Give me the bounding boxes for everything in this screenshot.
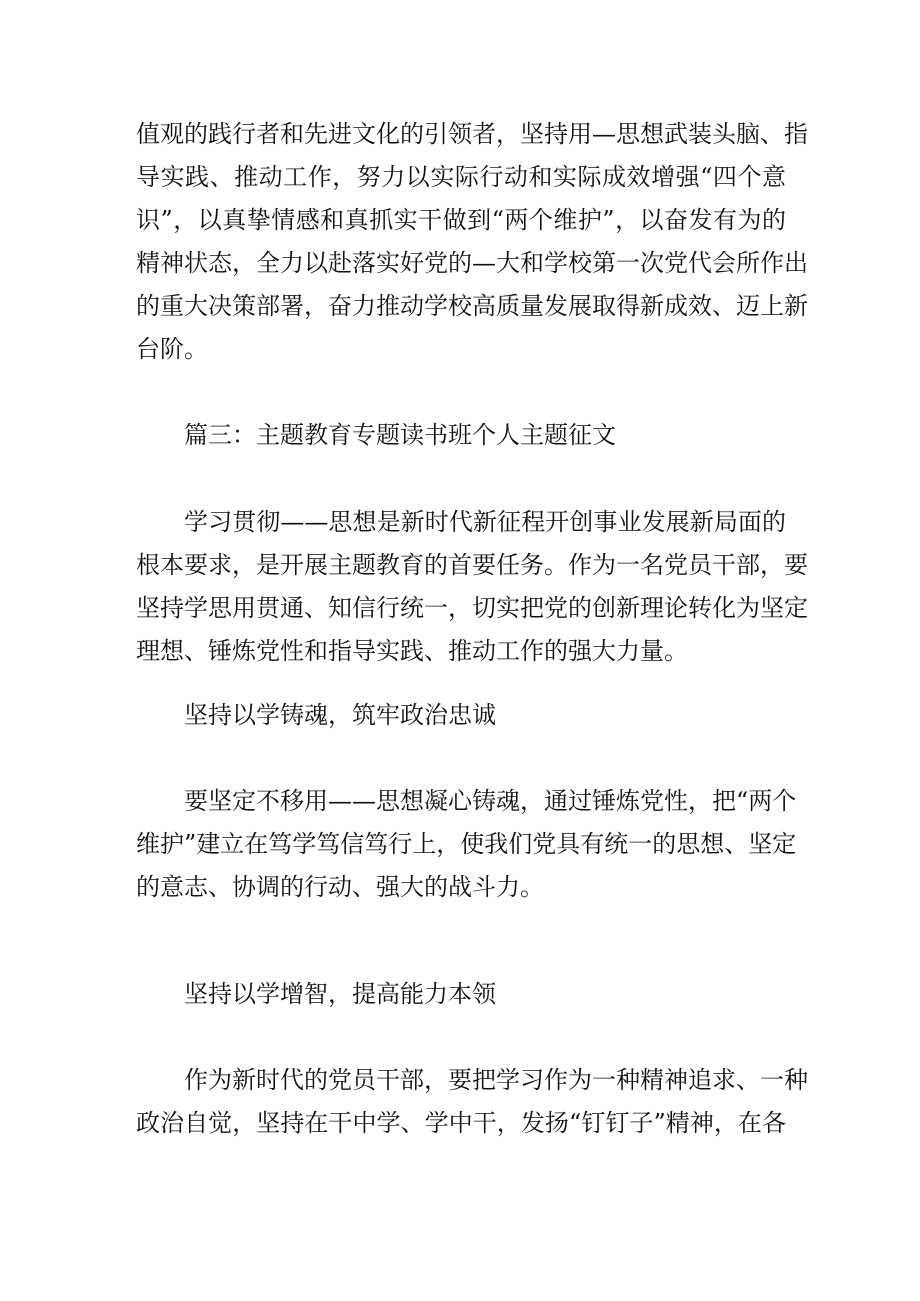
text-line: 作为新时代的党员干部，要把学习作为一种精神追求、一种 bbox=[184, 1066, 808, 1094]
subheading bbox=[136, 694, 786, 737]
text-line: 坚持学思用贯通、知信行统一，切实把党的创新理论转化为坚定 bbox=[136, 594, 808, 622]
heading-text: 篇三：主题教育专题读书班个人主题征文 bbox=[184, 421, 616, 449]
text-line: 维护”建立在笃学笃信笃行上，使我们党具有统一的思想、坚定 bbox=[136, 830, 797, 858]
text-line: 根本要求，是开展主题教育的首要任务。作为一名党员干部，要 bbox=[136, 551, 808, 579]
heading-text: 坚持以学增智，提高能力本领 bbox=[184, 980, 496, 1008]
text-line: 导实践、推动工作，努力以实际行动和实际成效增强“四个意 bbox=[136, 163, 786, 191]
paragraph bbox=[136, 501, 808, 673]
text-line: 识”，以真挚情感和真抓实干做到“两个维护”，以奋发有为的 bbox=[136, 206, 786, 234]
heading-text: 坚持以学铸魂，筑牢政治忠诚 bbox=[184, 701, 496, 729]
text-line: 台阶。 bbox=[136, 335, 208, 363]
text-line: 值观的践行者和先进文化的引领者，坚持用—思想武装头脑、指 bbox=[136, 120, 808, 148]
subheading bbox=[136, 973, 786, 1016]
section-heading bbox=[136, 414, 786, 457]
paragraph bbox=[136, 780, 797, 909]
text-line: 政治自觉，坚持在干中学、学中干，发扬“钉钉子”精神，在各 bbox=[136, 1109, 786, 1137]
paragraph-continuation bbox=[136, 113, 808, 371]
text-line: 精神状态，全力以赴落实好党的—大和学校第一次党代会所作出 bbox=[136, 249, 808, 277]
text-line: 要坚定不移用——思想凝心铸魂，通过锤炼党性，把“两个 bbox=[184, 787, 797, 815]
paragraph bbox=[136, 1059, 808, 1145]
text-line: 的意志、协调的行动、强大的战斗力。 bbox=[136, 873, 544, 901]
text-line: 理想、锤炼党性和指导实践、推动工作的强大力量。 bbox=[136, 637, 688, 665]
text-line: 的重大决策部署，奋力推动学校高质量发展取得新成效、迈上新 bbox=[136, 292, 808, 320]
text-line: 学习贯彻——思想是新时代新征程开创事业发展新局面的 bbox=[184, 508, 786, 536]
